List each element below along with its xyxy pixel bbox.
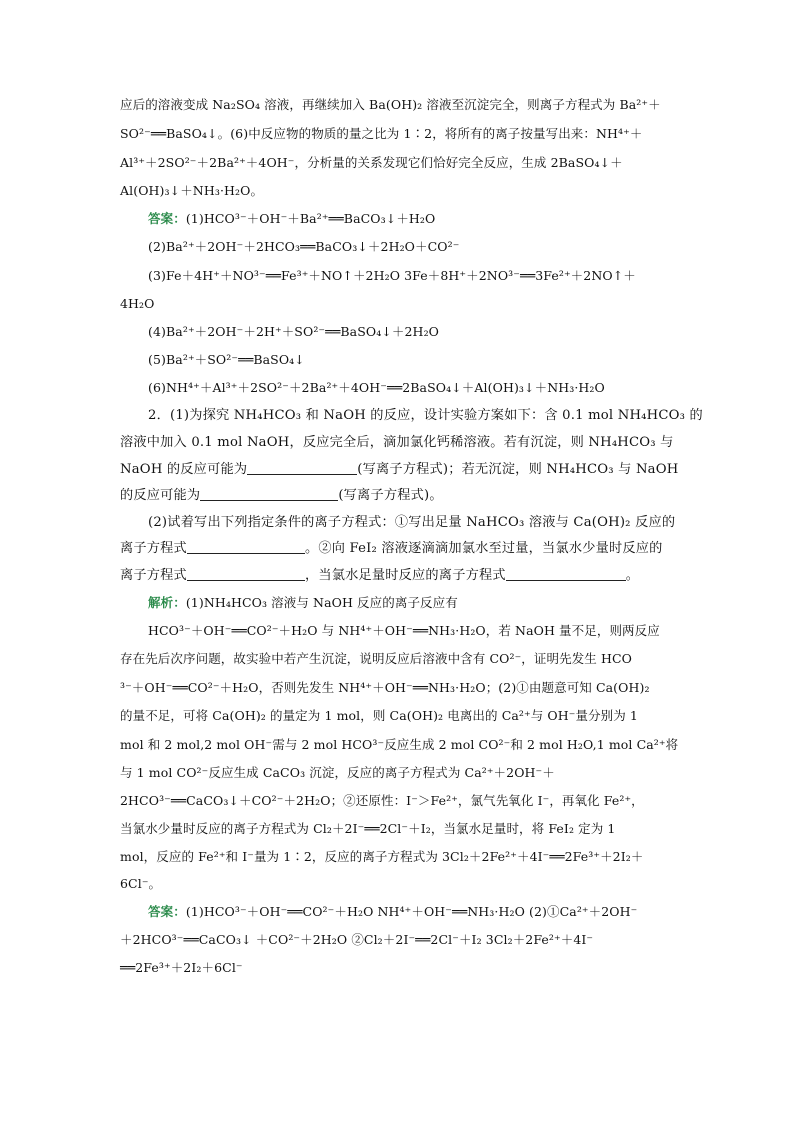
blank-suffix: 。 — [625, 568, 640, 583]
explanation-line-1: 应后的溶液变成 Na₂SO₄ 溶液，再继续加入 Ba(OH)₂ 溶液至沉淀完全，则离子方程式为 Ba²⁺＋ — [120, 97, 661, 112]
analysis-line-7: 与 1 mol CO²⁻反应生成 CaCO₃ 沉淀，反应的离子方程式为 Ca²⁺＋2OH⁻＋ — [120, 765, 555, 780]
final-answer-line-3: ══2Fe³⁺＋2I₂＋6Cl⁻ — [120, 960, 243, 975]
blank-prefix: 的反应可能为 — [120, 488, 201, 503]
analysis-line-10: mol，反应的 Fe²⁺和 I⁻量为 1∶2，反应的离子方程式为 3Cl₂＋2Fe²⁺＋4I⁻══2Fe³⁺＋2I₂＋ — [120, 849, 644, 864]
answer-line-5: (4)Ba²⁺＋2OH⁻＋2H⁺＋SO²⁻══BaSO₄↓＋2H₂O — [148, 324, 440, 339]
analysis-line-6: mol 和 2 mol,2 mol OH⁻需与 2 mol HCO³⁻反应生成 2 mol CO²⁻和 2 mol H₂O,1 mol Ca²⁺将 — [120, 737, 679, 752]
question-2-line-7 — [120, 568, 680, 584]
analysis-line-9: 当氯水少量时反应的离子方程式为 Cl₂＋2I⁻══2Cl⁻＋I₂，当氯水足量时，将 FeI₂ 定为 1 — [120, 821, 616, 836]
answer-line-2: (2)Ba²⁺＋2OH⁻＋2HCO₃══BaCO₃↓＋2H₂O＋CO²⁻ — [148, 239, 460, 254]
answer-blank[interactable] — [187, 568, 305, 581]
analysis-line-11: 6Cl⁻。 — [120, 876, 162, 891]
analysis-line-3: 存在先后次序问题，故实验中若产生沉淀，说明反应后溶液中含有 CO²⁻，证明先发生 HCO — [120, 651, 632, 666]
explanation-line-3: Al³⁺＋2SO²⁻＋2Ba²⁺＋4OH⁻，分析量的关系发现它们恰好完全反应，生成 2BaSO₄↓＋ — [120, 155, 623, 170]
analysis-line-8: 2HCO³⁻══CaCO₃↓＋CO²⁻＋2H₂O；②还原性：I⁻＞Fe²⁺，氯气先氧化 I⁻，再氧化 Fe²⁺， — [120, 793, 644, 808]
question-2-line-1: 2．(1)为探究 NH₄HCO₃ 和 NaOH 的反应，设计实验方案如下：含 0.1 mol NH₄HCO₃ 的 — [148, 408, 703, 423]
explanation-line-2: SO²⁻══BaSO₄↓。(6)中反应物的物质的量之比为 1∶2，将所有的离子按量写出来：NH⁴⁺＋ — [120, 126, 643, 141]
question-2-line-6 — [120, 541, 680, 557]
analysis-line-2: HCO³⁻＋OH⁻══CO²⁻＋H₂O 与 NH⁴⁺＋OH⁻══NH₃·H₂O，若 NaOH 量不足，则两反应 — [148, 623, 660, 638]
analysis-line-4: ³⁻＋OH⁻══CO²⁻＋H₂O，否则先发生 NH⁴⁺＋OH⁻══NH₃·H₂O；(2)①由题意可知 Ca(OH)₂ — [120, 680, 650, 695]
blank-suffix: (写离子方程式)；若无沉淀，则 NH₄HCO₃ 与 NaOH — [357, 462, 679, 477]
blank-prefix: 离子方程式 — [120, 568, 187, 583]
explanation-line-4: Al(OH)₃↓＋NH₃·H₂O。 — [120, 183, 264, 198]
analysis-label: 解析： — [148, 595, 186, 610]
blank-middle: ，当氯水足量时反应的离子方程式 — [304, 568, 506, 583]
answer-text: (1)HCO³⁻＋OH⁻══CO²⁻＋H₂O NH⁴⁺＋OH⁻══NH₃·H₂O (2)①Ca²⁺＋2OH⁻ — [185, 904, 638, 919]
blank-prefix: NaOH 的反应可能为 — [120, 462, 248, 477]
question-2-line-2: 溶液中加入 0.1 mol NaOH，反应完全后，滴加氯化钙稀溶液。若有沉淀，则 NH₄HCO₃ 与 — [120, 435, 674, 450]
answer-line-6: (5)Ba²⁺＋SO²⁻══BaSO₄↓ — [148, 352, 305, 367]
blank-prefix: 离子方程式 — [120, 541, 187, 556]
answer-blank[interactable] — [506, 568, 626, 581]
final-answer-line-2: ＋2HCO³⁻══CaCO₃↓ ＋CO²⁻＋2H₂O ②Cl₂＋2I⁻══2Cl⁻＋I₂ 3Cl₂＋2Fe²⁺＋4I⁻ — [120, 932, 594, 947]
final-answer-line-1 — [148, 904, 680, 920]
answer-text: (1)HCO³⁻＋OH⁻＋Ba²⁺══BaCO₃↓＋H₂O — [185, 211, 436, 226]
analysis-text: (1)NH₄HCO₃ 溶液与 NaOH 反应的离子反应有 — [185, 595, 458, 610]
answer-blank[interactable] — [200, 488, 338, 501]
answer-line-1 — [148, 211, 680, 227]
answer-line-3: (3)Fe＋4H⁺＋NO³⁻══Fe³⁺＋NO↑＋2H₂O 3Fe＋8H⁺＋2NO³⁻══3Fe²⁺＋2NO↑＋ — [148, 268, 636, 283]
answer-label: 答案： — [148, 904, 186, 919]
analysis-line-1 — [148, 595, 680, 611]
question-2-line-3 — [120, 462, 680, 478]
answer-line-7: (6)NH⁴⁺＋Al³⁺＋2SO²⁻＋2Ba²⁺＋4OH⁻══2BaSO₄↓＋Al(OH)₃↓＋NH₃·H₂O — [148, 380, 605, 395]
answer-line-4: 4H₂O — [120, 296, 155, 311]
answer-blank[interactable] — [247, 462, 357, 475]
question-2-line-4 — [120, 488, 680, 504]
analysis-line-5: 的量不足，可将 Ca(OH)₂ 的量定为 1 mol，则 Ca(OH)₂ 电离出的 Ca²⁺与 OH⁻量分别为 1 — [120, 708, 638, 723]
answer-label: 答案： — [148, 211, 186, 226]
question-2-line-5: (2)试着写出下列指定条件的离子方程式：①写出足量 NaHCO₃ 溶液与 Ca(OH)₂ 反应的 — [148, 515, 676, 530]
blank-suffix: 。②向 FeI₂ 溶液逐滴滴加氯水至过量，当氯水少量时反应的 — [304, 541, 663, 556]
answer-blank[interactable] — [187, 541, 305, 554]
blank-suffix: (写离子方程式)。 — [338, 488, 443, 503]
